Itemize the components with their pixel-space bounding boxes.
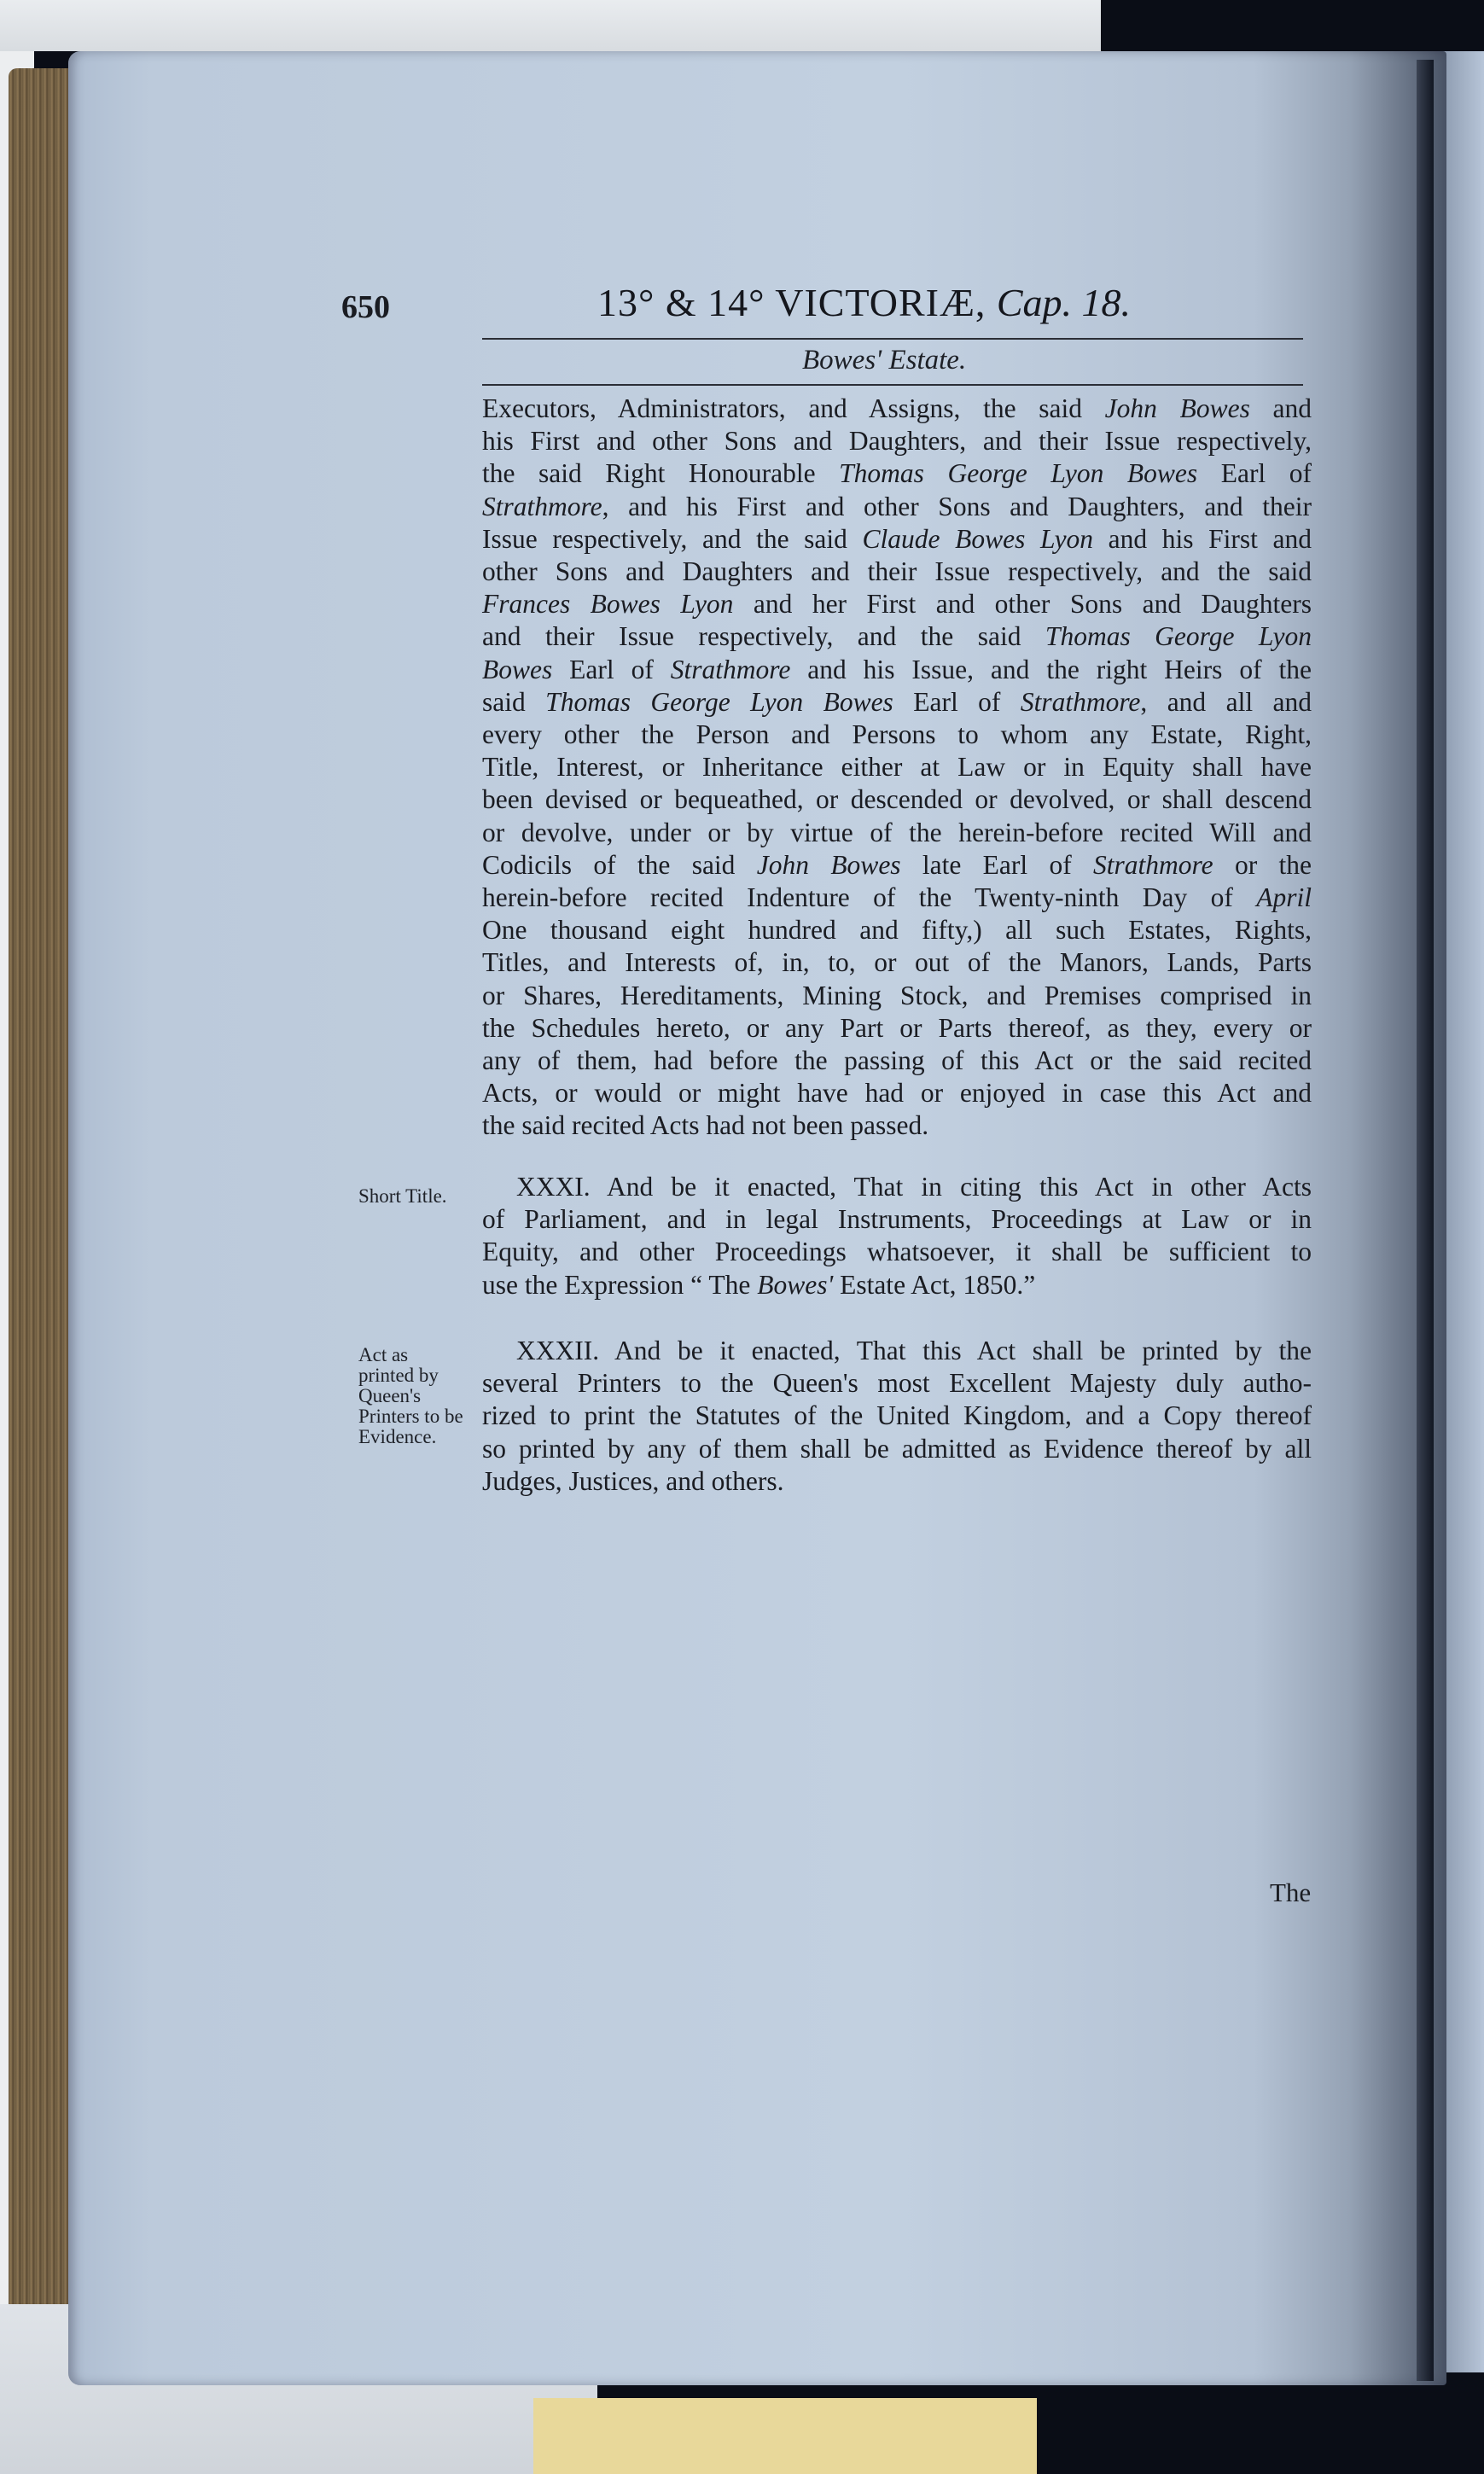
section-xxxii — [482, 1335, 1312, 1498]
text-line: Codicils of the said John Bowes late Earl of Strathmore or the — [482, 849, 1312, 880]
text-line: One thousand eight hundred and fifty,) all such Estates, Rights, — [482, 915, 1312, 946]
marginal-note-line: Printers to be — [358, 1406, 463, 1427]
marginal-note-evidence — [358, 1345, 463, 1447]
text-line: Bowes Earl of Strathmore and his Issue, and the right Heirs of the — [482, 654, 1312, 684]
text-line: Titles, and Interests of, in, to, or out of the Manors, Lands, Parts — [482, 947, 1312, 978]
text-line: Title, Interest, or Inheritance either at Law or in Equity shall have — [482, 752, 1312, 783]
chapter-text: Cap. 18. — [996, 281, 1132, 324]
text-line: Judges, Justices, and others. — [482, 1465, 784, 1496]
text-line: Strathmore, and his First and other Sons and Daughters, and their — [482, 491, 1312, 521]
text-line: XXXI. And be it enacted, That in citing this Act in other Acts — [516, 1172, 1312, 1202]
text-line: every other the Person and Persons to whom any Estate, Right, — [482, 719, 1312, 750]
text-line: or devolve, under or by virtue of the herein-before recited Will and — [482, 817, 1312, 847]
text-line: Executors, Administrators, and Assigns, the said John Bowes and — [482, 393, 1312, 423]
text-line: use the Expression “ The Bowes' Estate Act, 1850.” — [482, 1269, 1036, 1300]
section-xxxi — [482, 1171, 1312, 1301]
marginal-note-short-title: Short Title. — [358, 1185, 447, 1207]
page-subtitle: Bowes' Estate. — [802, 345, 967, 375]
marginal-note-line: printed by — [358, 1365, 439, 1386]
header-rule-top — [482, 338, 1303, 340]
background-paper-top — [0, 0, 1101, 51]
paragraph-continuation — [482, 393, 1312, 1143]
page-gutter-shadow — [1417, 60, 1434, 2381]
text-line: the Schedules hereto, or any Part or Parts thereof, as they, every or — [482, 1012, 1312, 1043]
page-number: 650 — [341, 289, 390, 325]
text-line: other Sons and Daughters and their Issue respectively, and the said — [482, 556, 1312, 587]
page-title — [597, 280, 1131, 325]
text-line: said Thomas George Lyon Bowes Earl of Strathmore, and all and — [482, 686, 1312, 717]
text-line: the said Right Honourable Thomas George Lyon Bowes Earl of — [482, 458, 1312, 489]
text-line: so printed by any of them shall be admitted as Evidence thereof by all — [482, 1433, 1312, 1464]
marginal-note-line: Act as — [358, 1344, 409, 1365]
text-line: any of them, had before the passing of this Act or the said recited — [482, 1045, 1312, 1076]
header-rule-bottom — [482, 384, 1303, 386]
title-text: 13° & 14° VICTORIÆ, — [597, 281, 986, 324]
text-line: Issue respectively, and the said Claude Bowes Lyon and his First and — [482, 523, 1312, 554]
running-head — [341, 280, 1314, 331]
text-line: been devised or bequeathed, or descended or devolved, or shall descend — [482, 784, 1312, 815]
paper-tab — [533, 2398, 1037, 2474]
text-line: the said recited Acts had not been passed. — [482, 1110, 929, 1141]
marginal-note-line: Queen's — [358, 1385, 422, 1406]
text-line: or Shares, Hereditaments, Mining Stock, and Premises comprised in — [482, 980, 1312, 1010]
text-line: his First and other Sons and Daughters, and their Issue respectively, — [482, 426, 1312, 457]
text-line: Equity, and other Proceedings whatsoever, it shall be sufficient to — [482, 1237, 1312, 1267]
text-line: Frances Bowes Lyon and her First and other Sons and Daughters — [482, 589, 1312, 620]
text-line: several Printers to the Queen's most Excellent Majesty duly autho- — [482, 1368, 1312, 1399]
text-line: herein-before recited Indenture of the Twenty-ninth Day of April — [482, 882, 1312, 913]
text-line: Acts, or would or might have had or enjoyed in case this Act and — [482, 1078, 1312, 1109]
catchword: The — [1270, 1877, 1312, 1907]
text-line: rized to print the Statutes of the United Kingdom, and a Copy thereof — [482, 1400, 1312, 1431]
text-line: of Parliament, and in legal Instruments, Proceedings at Law or in — [482, 1204, 1312, 1235]
text-line: XXXII. And be it enacted, That this Act shall be printed by the — [516, 1336, 1312, 1365]
text-line: and their Issue respectively, and the said Thomas George Lyon — [482, 621, 1312, 652]
marginal-note-line: Evidence. — [358, 1426, 437, 1447]
